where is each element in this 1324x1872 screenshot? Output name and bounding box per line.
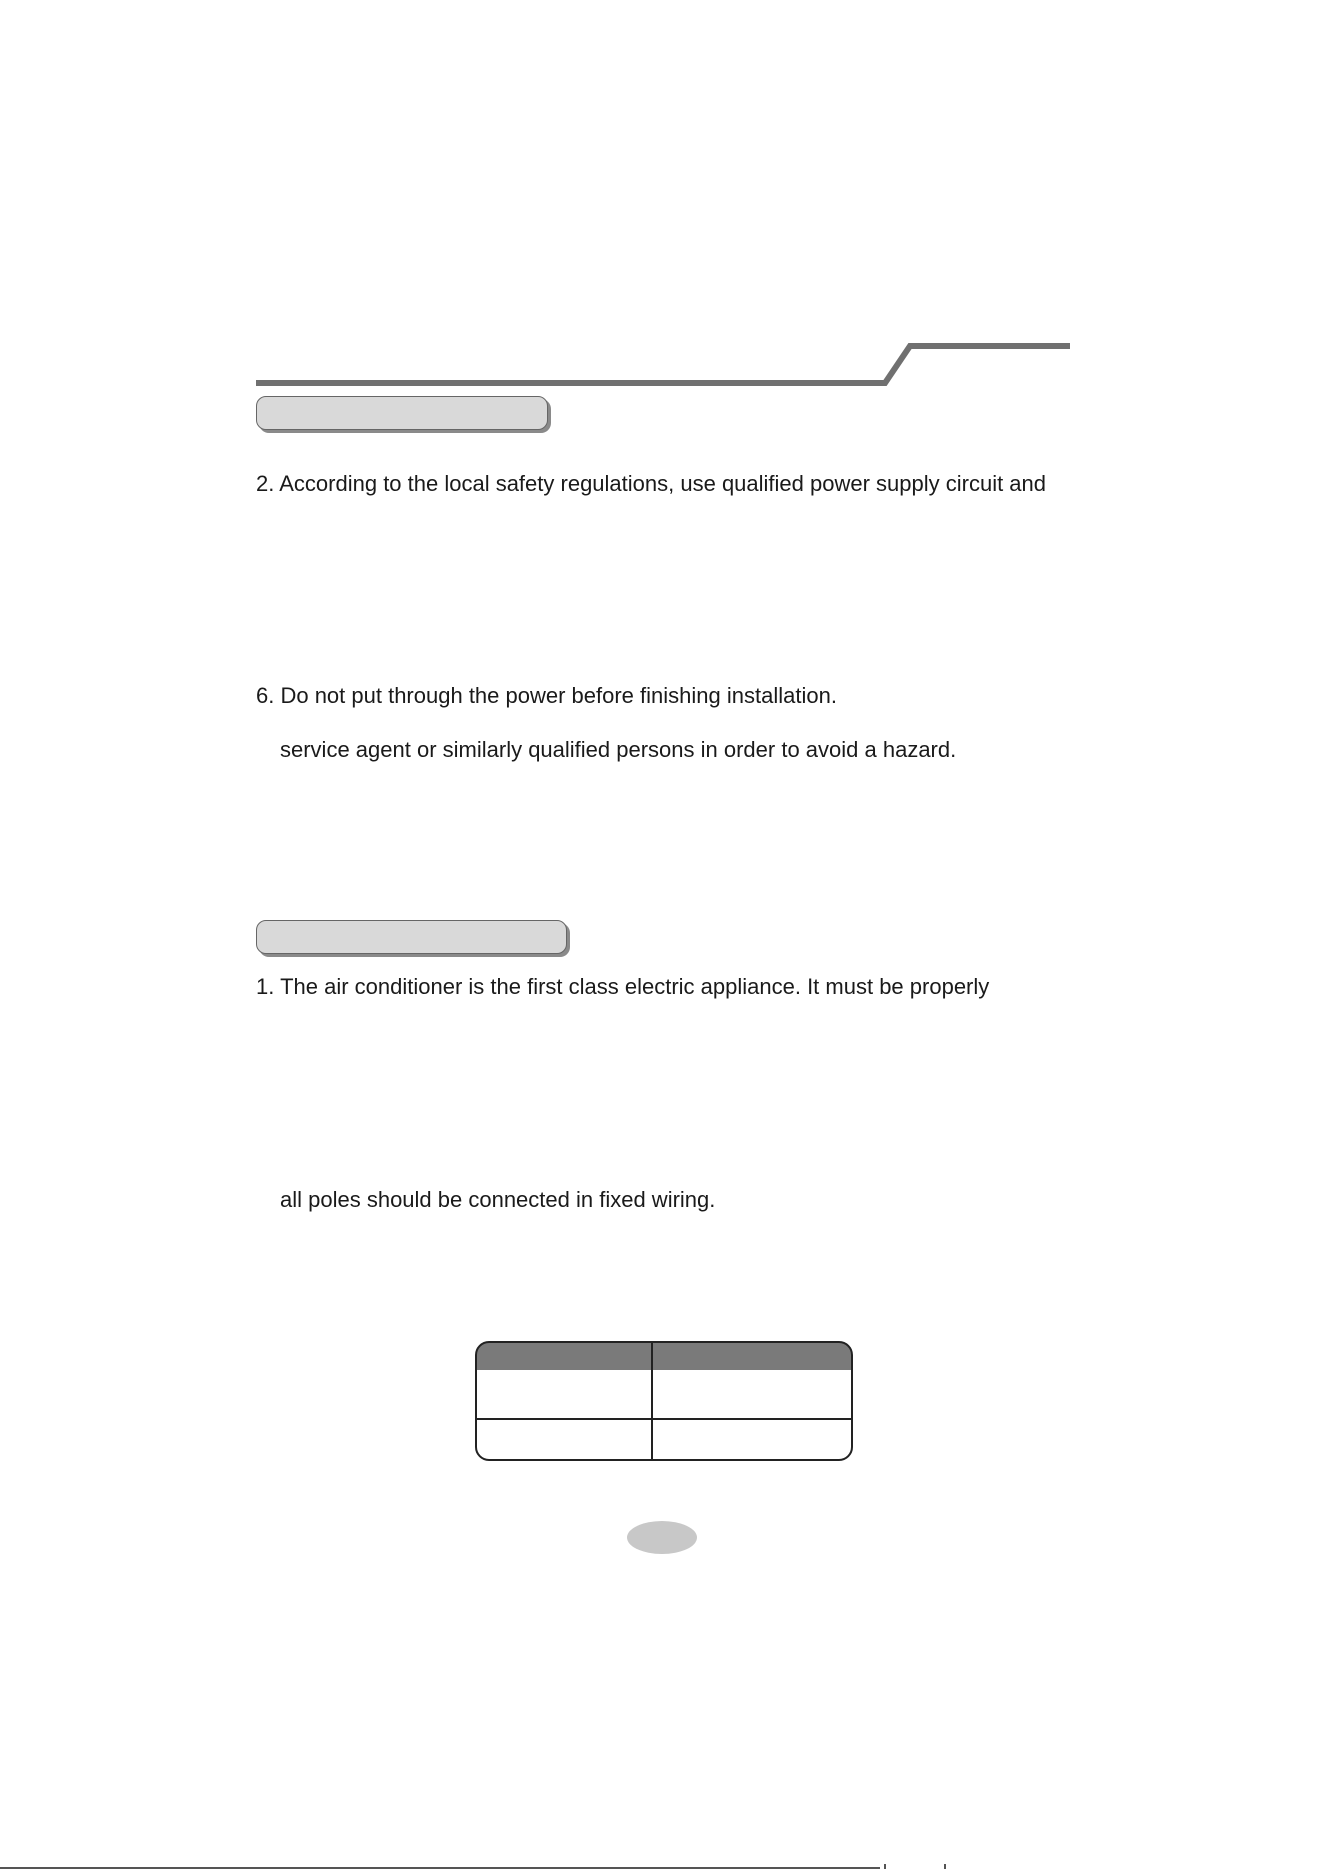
page-number-badge — [627, 1521, 697, 1554]
section-tab-top — [256, 396, 548, 430]
section-tab-middle — [256, 920, 567, 954]
body-line-2: 2. According to the local safety regulations, use qualified power supply circuit and — [256, 471, 1047, 496]
body-line-poles: all poles should be connected in fixed wiring. — [280, 1187, 716, 1212]
body-line-6: 6. Do not put through the power before finishing installation. — [256, 683, 837, 708]
header-rule — [0, 0, 1324, 420]
spec-table — [475, 1341, 853, 1461]
footer-tick-right — [944, 1864, 946, 1869]
footer-rule — [0, 1867, 880, 1869]
body-line-service: service agent or similarly qualified persons in order to avoid a hazard. — [280, 737, 957, 762]
footer-tick-left — [884, 1864, 886, 1869]
body-line-1: 1. The air conditioner is the first class electric appliance. It must be properly — [256, 974, 990, 999]
spec-table-header — [476, 1342, 852, 1370]
